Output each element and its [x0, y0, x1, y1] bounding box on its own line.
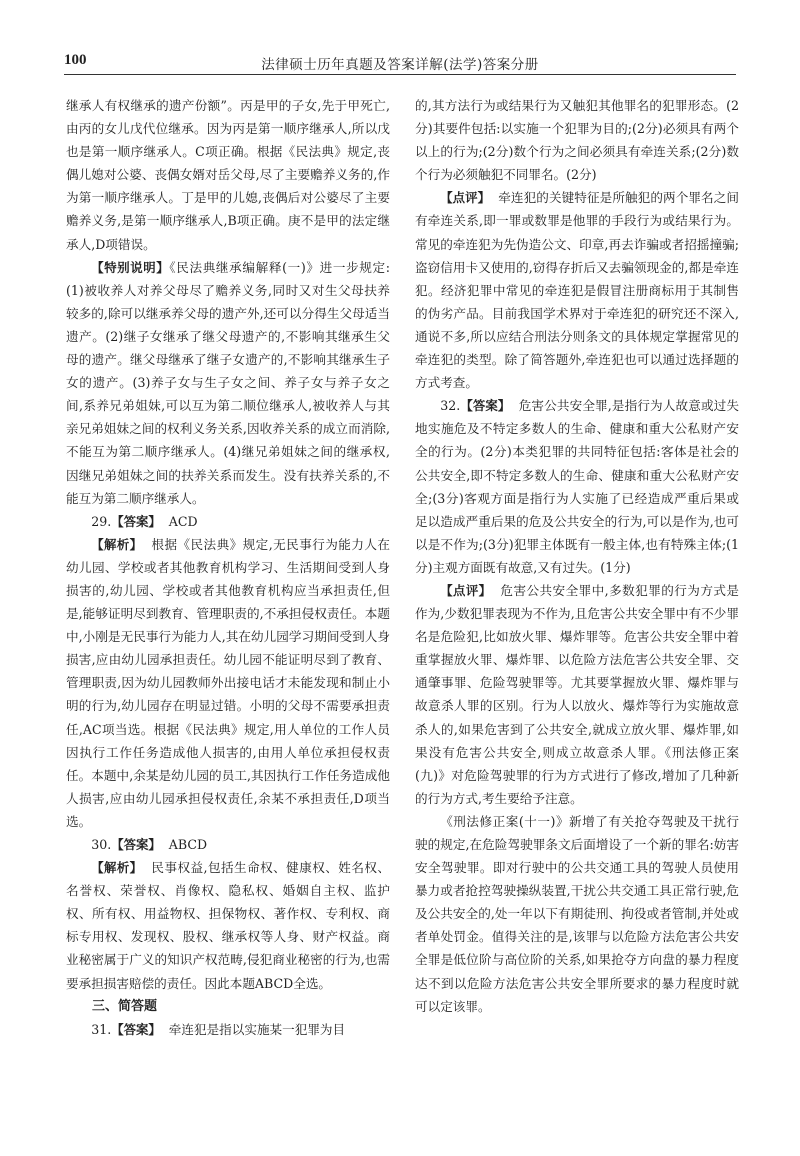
q29-analysis — [66, 533, 390, 833]
q32-answer-tag: 【答案】 — [460, 398, 511, 414]
special-note — [66, 256, 390, 510]
page-number: 100 — [64, 52, 87, 68]
q30-answer-tag: 【答案】 — [111, 837, 161, 852]
q29-answer — [66, 510, 390, 533]
q32-comment-tag: 【点评】 — [440, 582, 492, 598]
q32-answer — [415, 394, 739, 579]
paragraph-amendment-11: 《刑法修正案(十一)》新增了有关抢夺驾驶及干扰行驶的规定,在危险驾驶罪条文后面增设了一个新的罪名:妨害安全驾驶罪。即对行驶中的公共交通工具的驾驶人员使用暴力或者抢控驾驶操纵装置,干扰公共交通工具正常行驶,危及公共安全的,处一年以下有期徒刑、拘役或者管制,并处或者单处罚金。值得关注的是,该罪与以危险方法危害公共安全罪是低位阶与高位阶的关系,如果抢夺方向盘的暴力程度达不到以危险方法危害公共安全罪所要求的暴力程度时就可以定该罪。 — [415, 813, 739, 1014]
paragraph-intro: 继承人有权继承的遗产份额”。丙是甲的子女,先于甲死亡,由丙的女儿戊代位继承。因为丙是第一顺序继承人,所以戊也是第一顺序继承人。C项正确。根据《民法典》规定,丧偶儿媳对公婆、丧偶女婿对岳父母,尽了主要赡养义务的,作为第一顺序继承人。丁是甲的儿媳,丧偶后对公婆尽了主要赡养义务,是第一顺序继承人,B项正确。庚不是甲的法定继承人,D项错误。 — [66, 98, 390, 252]
q30-analysis-tag: 【解析】 — [91, 860, 143, 876]
special-note-text: 《民法典继承编解释(一)》进一步规定:(1)被收养人对养父母尽了赡养义务,同时又对生父母扶养较多的,除可以继承养父母的遗产外,还可以分得生父母适当遗产。(2)继子女继承了继父母遗产的,不影响其继承生父母的遗产。继父母继承了继子女遗产的,不影响其继承生子女的遗产。(3)养子女与生子女之间、养子女与养子女之间,系养兄弟姐妹,可以互为第二顺位继承人,被收养人与其亲兄弟姐妹之间的权利义务关系,因收养关系的成立而消除,不能互为第二顺序继承人。(4)继兄弟姐妹之间的继承权,因继兄弟姐妹之间的扶养关系而发生。没有扶养关系的,不能互为第二顺序继承人。 — [66, 259, 390, 506]
special-note-tag: 【特别说明】 — [91, 259, 170, 275]
q31-comment — [415, 186, 739, 394]
left-column — [66, 94, 390, 1041]
q29-number: 29. — [91, 513, 112, 529]
q29-analysis-tag: 【解析】 — [91, 536, 143, 552]
q31-comment-tag: 【点评】 — [440, 190, 491, 206]
q31-answer-tag: 【答案】 — [111, 1021, 161, 1037]
q32-comment — [415, 579, 739, 810]
page-header — [64, 52, 736, 75]
q32-comment-text: 危害公共安全罪中,多数犯罪的行为方式是作为,少数犯罪表现为不作为,且危害公共安全罪中有不少罪名是危险犯,比如放火罪、爆炸罪等。危害公共安全罪中着重掌握放火罪、爆炸罪、以危险方法危害公共安全罪、交通肇事罪、危险驾驶罪等。尤其要掌握放火罪、爆炸罪与故意杀人罪的区别。行为人以放火、爆炸等行为实施故意杀人的,如果危害到了公共安全,就成立放火罪、爆炸罪,如果没有危害公共安全,则成立故意杀人罪。《刑法修正案(九)》对危险驾驶罪的行为方式进行了修改,增加了几种新的行为方式,考生要给予注意。 — [415, 582, 739, 806]
q30-answer — [66, 833, 390, 856]
running-title: 法律硕士历年真题及答案详解(法学)答案分册 — [261, 57, 539, 73]
section-heading-short-answer: 三、简答题 — [92, 998, 158, 1014]
q30-analysis — [66, 856, 390, 995]
q30-number: 30. — [91, 837, 112, 852]
q30-answer-value: ABCD — [168, 837, 208, 852]
q32-answer-text: 危害公共安全罪,是指行为人故意或过失地实施危及不特定多数人的生命、健康和重大公私财产安全的行为。(2分)本类犯罪的共同特征包括:客体是社会的公共安全,即不特定多数人的生命、健康和重大公私财产安全;(3分)客观方面是指行为人实施了已经造成严重后果或足以造成严重后果的危及公共安全的行为,可以是作为,也可以是不作为;(3分)犯罪主体既有一般主体,也有特殊主体;(1分)主观方面既有故意,又有过失。(1分) — [415, 398, 739, 575]
q31-comment-text: 牵连犯的关键特征是所触犯的两个罪名之间有牵连关系,即一罪或数罪是他罪的手段行为或结果行为。常见的牵连犯为先伪造公文、印章,再去诈骗或者招摇撞骗;盗窃信用卡又使用的,窃得存折后又去骗领现金的,都是牵连犯。经济犯罪中常见的牵连犯是假冒注册商标用于其制售的伪劣产品。目前我国学术界对于牵连犯的研究还不深入,通说不多,所以应结合刑法分则条文的具体规定掌握常见的牵连犯的类型。除了简答题外,牵连犯也可以通过选择题的方式考查。 — [415, 190, 739, 391]
q30-analysis-text: 民事权益,包括生命权、健康权、姓名权、名誉权、荣誉权、肖像权、隐私权、婚姻自主权、监护权、所有权、用益物权、担保物权、著作权、专利权、商标专用权、发现权、股权、继承权等人身、财产权益。商业秘密属于广义的知识产权范畴,侵犯商业秘密的行为,也需要承担损害赔偿的责任。因此本题ABCD全选。 — [66, 860, 390, 991]
q31-answer-continued: 的,其方法行为或结果行为又触犯其他罪名的犯罪形态。(2分)其要件包括:以实施一个犯罪为目的;(2分)必须具有两个以上的行为;(2分)数个行为之间必须具有牵连关系;(2分)数个行为必须触犯不同罪名。(2分) — [415, 98, 739, 183]
q29-analysis-text: 根据《民法典》规定,无民事行为能力人在幼儿园、学校或者其他教育机构学习、生活期间受到人身损害的,幼儿园、学校或者其他教育机构应当承担责任,但是,能够证明尽到教育、管理职责的,不承担侵权责任。本题中,小刚是无民事行为能力人,其在幼儿园学习期间受到人身损害,应由幼儿园承担责任。幼儿园不能证明尽到了教育、管理职责,因为幼儿园教师外出接电话才未能发现和制止小明的行为,幼儿园存在明显过错。小明的父母不需要承担责任,AC项当选。根据《民法典》规定,用人单位的工作人员因执行工作任务造成他人损害的,由用人单位承担侵权责任。本题中,余某是幼儿园的员工,其因执行工作任务造成他人损害,应由幼儿园承担侵权责任,余某不承担责任,D项当选。 — [66, 536, 390, 829]
q29-answer-value: ACD — [168, 513, 198, 529]
right-column — [415, 94, 739, 1018]
q31-number: 31. — [91, 1021, 112, 1037]
q29-answer-tag: 【答案】 — [111, 513, 161, 529]
q31-answer-text-start: 牵连犯是指以实施某一犯罪为目 — [168, 1021, 346, 1037]
q31-answer-start — [66, 1018, 390, 1041]
q32-number: 32. — [440, 398, 461, 414]
